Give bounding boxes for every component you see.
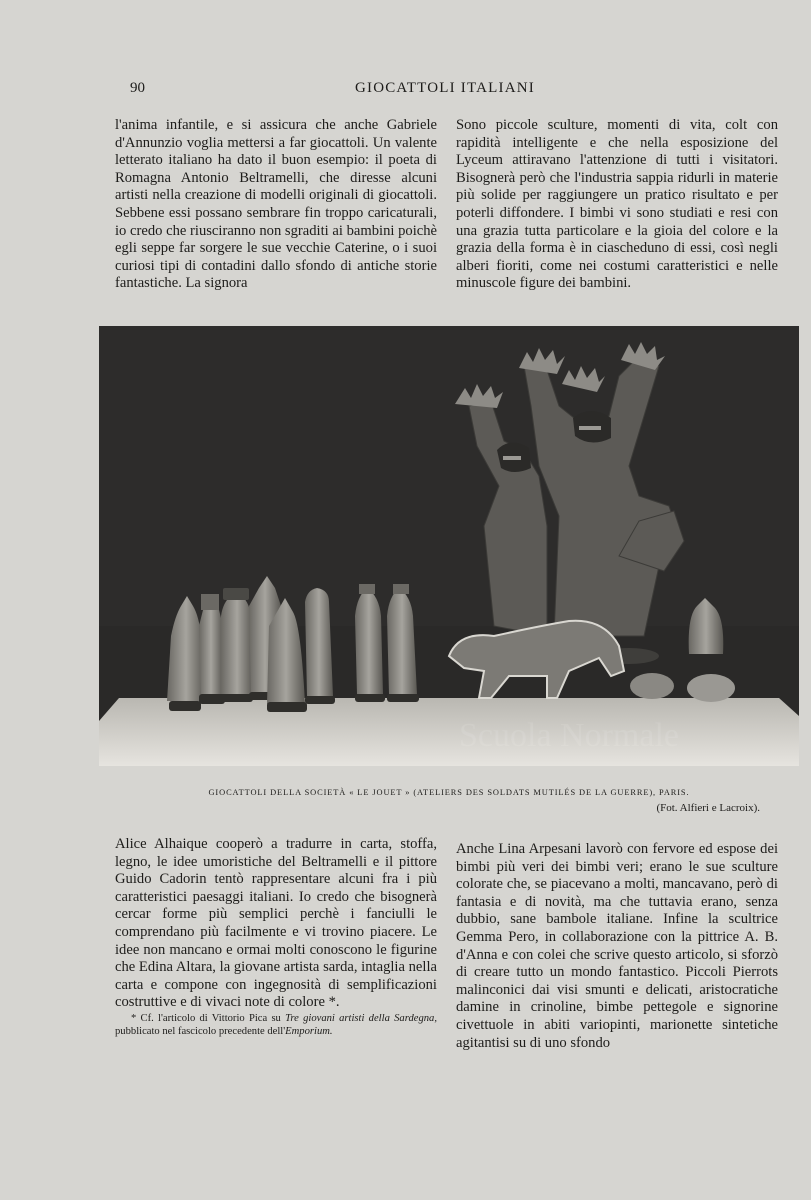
footnote: [115, 1012, 437, 1038]
paragraph: Anche Lina Arpesani lavorò con fervore ed espose dei bimbi più veri dei bimbi veri; erano le sue sculture colorate che, se piacevano a molti, mancavano, però di fantasia e di novità, ma che tuttavia erano, senza dubbio, sane bambole italiane. Infine la scultrice Gemma Pero, in collaborazione con la pittrice A. B. d'Anna e con colei che scrive questo articolo, si sforzò di creare tutto un mondo fantastico. Piccoli Pierrots malinconici dai visi smunti e delicati, aristocratiche damine in crinoline, bimbe pettegole e signorine civettuole in abiti variopinti, marionette sintetiche agitantisi su di uno sfondo: [456, 841, 778, 1051]
paragraph: l'anima infantile, e si assicura che anche Gabriele d'Annunzio voglia mettersi a far giocattoli. Un valente letterato italiano ha dato il buon esempio: il poeta di Romagna Antonio Beltramelli, che diresse alcuni artisti nella creazione di modelli originali di giocattoli. Sebbene essi possano sembrare fin troppo caricaturali, io credo che riusciranno non sgraditi ai bambini poichè egli seppe far sorgere le sue vecchie Caterine, o i suoi curiosi tipi di contadini dallo sfondo di antiche storie fantastiche. La signora: [115, 117, 437, 292]
text-column-bottom-left: [115, 836, 437, 1038]
running-title: GIOCATTOLI ITALIANI: [354, 80, 536, 96]
footnote-marker-text: * Cf. l'articolo di Vittorio Pica su: [131, 1012, 281, 1024]
paragraph: Alice Alhaique cooperò a tradurre in carta, stoffa, legno, le idee umoristiche del Beltramelli e il pittore Guido Cadorin tentò rappresentare alcuni fra i più caratteristici paesaggi italiani. Io credo che bisognerà cercar forme più semplici perchè i fanciulli le comprendano più facilmente e vi trovino piacere. Le idee non mancano e ormai molti conoscono le figurine che Edina Altara, la giovane artista sarda, intaglia nella carta e compone con ingegnosità di semplificazioni costruttive e di vivaci note di colore *.: [115, 836, 437, 1011]
text-column-top-right: [456, 117, 778, 293]
footnote-journal: Emporium.: [285, 1025, 333, 1037]
figure-caption: GIOCATTOLI DELLA SOCIETÀ « LE JOUET » (ATELIERS DES SOLDATS MUTILÉS DE LA GUERRE), PARIS.: [208, 788, 690, 797]
page-number: 90: [130, 80, 145, 96]
page-header: [0, 80, 811, 102]
footnote-middle-text: pubblicato nel fascicolo precedente dell': [115, 1025, 286, 1037]
text-column-bottom-right: [456, 841, 778, 1052]
photo-credit: (Fot. Alfieri e Lacroix).: [656, 802, 760, 814]
footnote-article-title: Tre giovani artisti della Sardegna,: [285, 1012, 437, 1024]
paragraph: Sono piccole sculture, momenti di vita, colt con rapidità intelligente e che nella esposizione del Lyceum attiravano l'attenzione di tutti i visitatori. Bisognerà però che l'industria sappia ridurli in materie più solide per raggiungere un pratico risultato e per poterli diffondere. I bimbi vi sono studiati e resi con una grazia tutta particolare e la gioia del colore e la grazia della forma è in ciascheduno di essi, così negli alberi fioriti, come nei costumi caratteristici e nelle minuscole figure dei bambini.: [456, 117, 778, 292]
toy-photograph-image: [99, 326, 799, 766]
svg-text:Scuola Normale: Scuola Normale: [459, 717, 679, 754]
toy-photograph: [99, 326, 799, 766]
text-column-top-left: [115, 117, 437, 293]
